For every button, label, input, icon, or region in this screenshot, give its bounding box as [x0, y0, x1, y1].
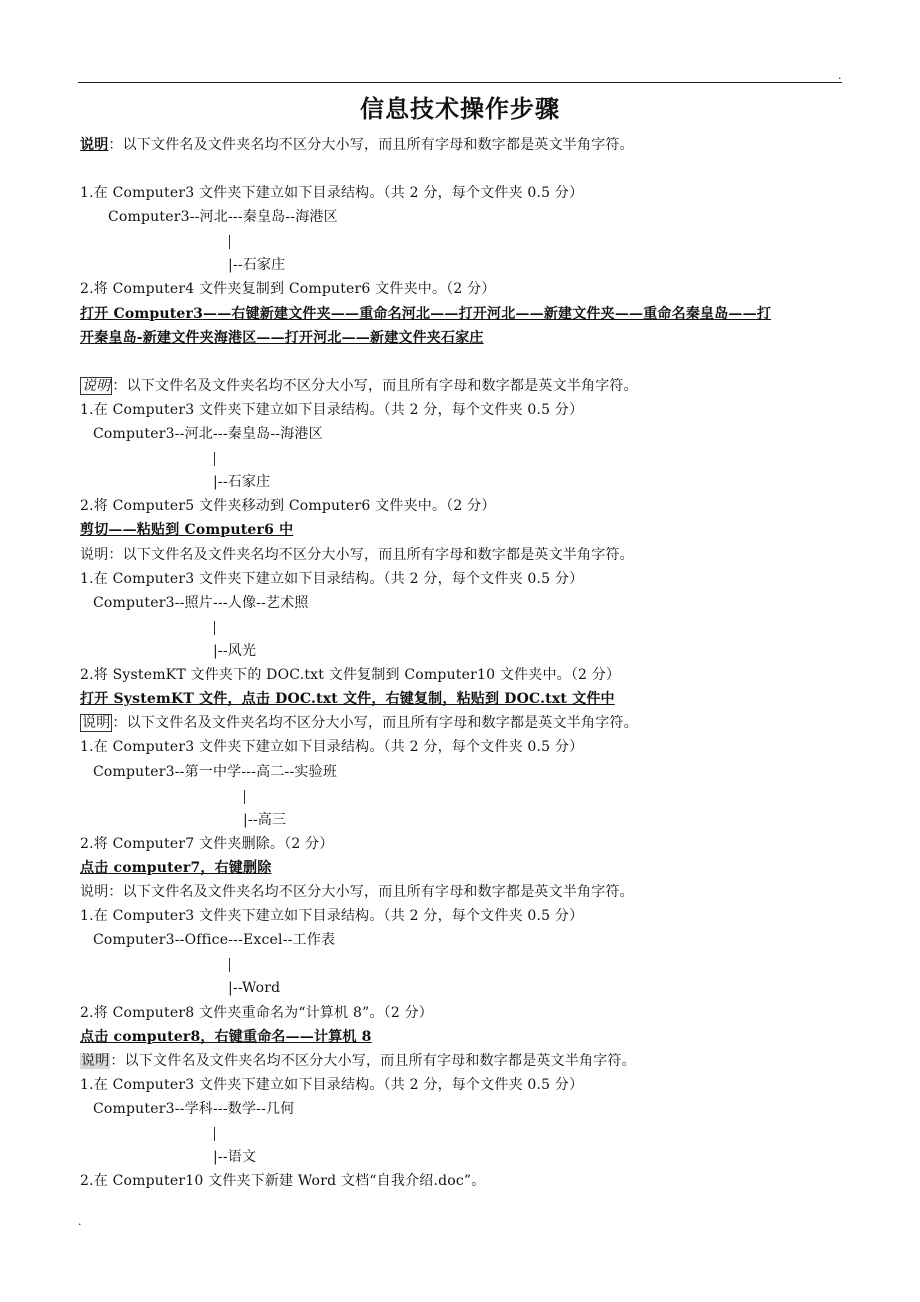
note-line: [80, 376, 638, 396]
page-title: 信息技术操作步骤: [360, 94, 560, 123]
question-2: 2.在 Computer10 文件夹下新建 Word 文档“自我介绍.doc”。: [80, 1173, 486, 1189]
note-line: [80, 545, 634, 565]
header-rule: [78, 82, 842, 83]
tree-branch: |--石家庄: [213, 474, 271, 490]
note-line: [80, 135, 634, 155]
question-2: 2.将 Computer8 文件夹重命名为“计算机 8”。（2 分）: [80, 1005, 433, 1021]
tree-connector: [229, 958, 230, 972]
tree-root: Computer3--Office---Excel--工作表: [93, 932, 336, 948]
tree-branch: |--风光: [213, 643, 257, 659]
note-line: [80, 882, 634, 902]
tree-root: Computer3--第一中学---高二--实验班: [93, 764, 338, 780]
question-2: 2.将 SystemKT 文件夹下的 DOC.txt 文件复制到 Computer10 文件夹中。（2 分）: [80, 667, 621, 683]
tree-root: Computer3--学科---数学--几何: [93, 1101, 295, 1117]
tree-connector: [229, 235, 230, 249]
answer-line: 开秦皇岛-新建文件夹海港区——打开河北——新建文件夹石家庄: [80, 330, 484, 346]
question-1: 1.在 Computer3 文件夹下建立如下目录结构。（共 2 分，每个文件夹 0.5 分）: [80, 571, 584, 587]
tree-connector: [214, 452, 215, 466]
tree-root: Computer3--河北---秦皇岛--海港区: [93, 426, 323, 442]
tree-branch: |--高三: [243, 812, 287, 828]
tree-connector: [214, 621, 215, 635]
tree-root: Computer3--照片---人像--艺术照: [93, 595, 309, 611]
answer-line: 点击 computer8，右键重命名——计算机 8: [80, 1029, 372, 1045]
page-dot-bottom: .: [78, 1215, 82, 1228]
question-1: 1.在 Computer3 文件夹下建立如下目录结构。（共 2 分，每个文件夹 0.5 分）: [80, 739, 584, 755]
question-1: 1.在 Computer3 文件夹下建立如下目录结构。（共 2 分，每个文件夹 0.5 分）: [80, 402, 584, 418]
note-text: ：以下文件名及文件夹名均不区分大小写，而且所有字母和数字都是英文半角字符。: [108, 884, 634, 900]
note-label: 说明: [81, 1053, 110, 1069]
tree-connector: [244, 790, 245, 804]
question-2: 2.将 Computer7 文件夹删除。（2 分）: [80, 836, 334, 852]
tree-branch: |--语文: [213, 1149, 257, 1165]
note-line: [80, 713, 638, 733]
note-text: ：以下文件名及文件夹名均不区分大小写，而且所有字母和数字都是英文半角字符。: [112, 378, 638, 394]
note-label: 说明: [80, 884, 109, 900]
note-label: 说明: [82, 715, 111, 731]
note-text: ：以下文件名及文件夹名均不区分大小写，而且所有字母和数字都是英文半角字符。: [110, 1053, 636, 1069]
answer-line: 打开 SystemKT 文件，点击 DOC.txt 文件，右键复制，粘贴到 DOC.txt 文件中: [80, 691, 615, 707]
tree-branch: |--石家庄: [228, 257, 286, 273]
answer-line: 打开 Computer3——右键新建文件夹——重命名河北——打开河北——新建文件夹——重命名秦皇岛——打: [80, 306, 772, 322]
tree-branch: |--Word: [228, 980, 281, 996]
tree-connector: [214, 1127, 215, 1141]
question-1: 1.在 Computer3 文件夹下建立如下目录结构。（共 2 分，每个文件夹 0.5 分）: [80, 1077, 584, 1093]
question-2: 2.将 Computer5 文件夹移动到 Computer6 文件夹中。（2 分）: [80, 498, 496, 514]
note-line: [80, 1051, 636, 1071]
note-text: ：以下文件名及文件夹名均不区分大小写，而且所有字母和数字都是英文半角字符。: [108, 547, 634, 563]
tree-root: Computer3--河北---秦皇岛--海港区: [108, 209, 338, 225]
page-dot-top: .: [838, 69, 842, 82]
note-label: 说明: [82, 378, 111, 394]
note-text: ：以下文件名及文件夹名均不区分大小写，而且所有字母和数字都是英文半角字符。: [108, 137, 634, 153]
answer-line: 点击 computer7，右键删除: [80, 860, 272, 876]
question-2: 2.将 Computer4 文件夹复制到 Computer6 文件夹中。（2 分）: [80, 281, 496, 297]
question-1: 1.在 Computer3 文件夹下建立如下目录结构。（共 2 分，每个文件夹 0.5 分）: [80, 908, 584, 924]
note-label: 说明: [80, 547, 109, 563]
note-text: ：以下文件名及文件夹名均不区分大小写，而且所有字母和数字都是英文半角字符。: [112, 715, 638, 731]
note-label: 说明: [80, 137, 109, 153]
answer-line: 剪切——粘贴到 Computer6 中: [80, 522, 294, 538]
question-1: 1.在 Computer3 文件夹下建立如下目录结构。（共 2 分，每个文件夹 0.5 分）: [80, 185, 584, 201]
